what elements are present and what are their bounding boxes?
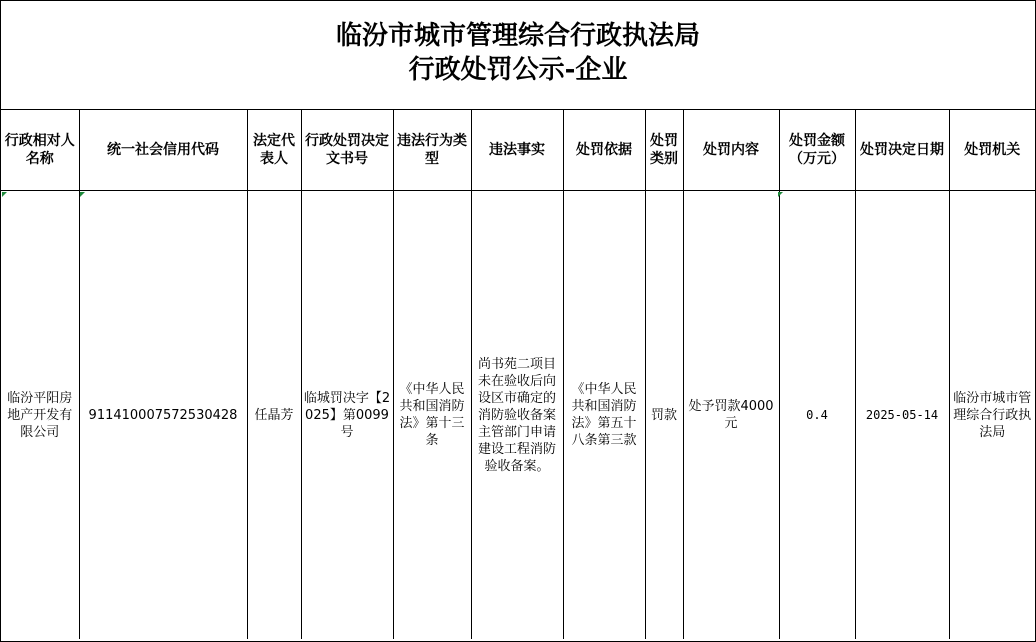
table-row [1,191,1035,640]
cell-marker-icon [2,192,7,197]
cell-violation-type[interactable]: 《中华人民共和国消防法》第十三条 [393,191,471,640]
header-party-name[interactable]: 行政相对人名称 [1,110,79,191]
document-title: 临汾市城市管理综合行政执法局 [335,21,700,51]
cell-content[interactable]: 处予罚款4000元 [683,191,779,640]
header-doc-number[interactable]: 行政处罚决定文书号 [301,110,393,191]
header-category[interactable]: 处罚类别 [645,110,683,191]
cell-marker-icon [778,192,783,197]
header-credit-code[interactable]: 统一社会信用代码 [79,110,247,191]
header-amount[interactable]: 处罚金额（万元） [779,110,855,191]
cell-party-name[interactable]: 临汾平阳房地产开发有限公司 [1,191,79,640]
cell-basis[interactable]: 《中华人民共和国消防法》第五十八条第三款 [563,191,645,640]
header-row [1,110,1035,191]
cell-facts[interactable]: 尚书苑二项目未在验收后向设区市确定的消防验收备案主管部门申请建设工程消防验收备案。 [471,191,563,640]
header-legal-rep[interactable]: 法定代表人 [247,110,301,191]
cell-category[interactable]: 罚款 [645,191,683,640]
cell-doc-number[interactable]: 临城罚决字【2025】第0099号 [301,191,393,640]
cell-legal-rep[interactable]: 任晶芳 [247,191,301,640]
cell-marker-icon [80,192,85,197]
header-facts[interactable]: 违法事实 [471,110,563,191]
penalty-table [1,110,1035,639]
header-basis[interactable]: 处罚依据 [563,110,645,191]
header-content[interactable]: 处罚内容 [683,110,779,191]
header-violation-type[interactable]: 违法行为类型 [393,110,471,191]
cell-amount[interactable]: 0.4 [779,191,855,640]
header-authority[interactable]: 处罚机关 [949,110,1035,191]
header-date[interactable]: 处罚决定日期 [855,110,949,191]
cell-credit-code[interactable]: 911410007572530428 [79,191,247,640]
title-block [1,1,1035,110]
cell-date[interactable]: 2025-05-14 [855,191,949,640]
cell-authority[interactable]: 临汾市城市管理综合行政执法局 [949,191,1035,640]
document-subtitle: 行政处罚公示-企业 [408,55,628,85]
